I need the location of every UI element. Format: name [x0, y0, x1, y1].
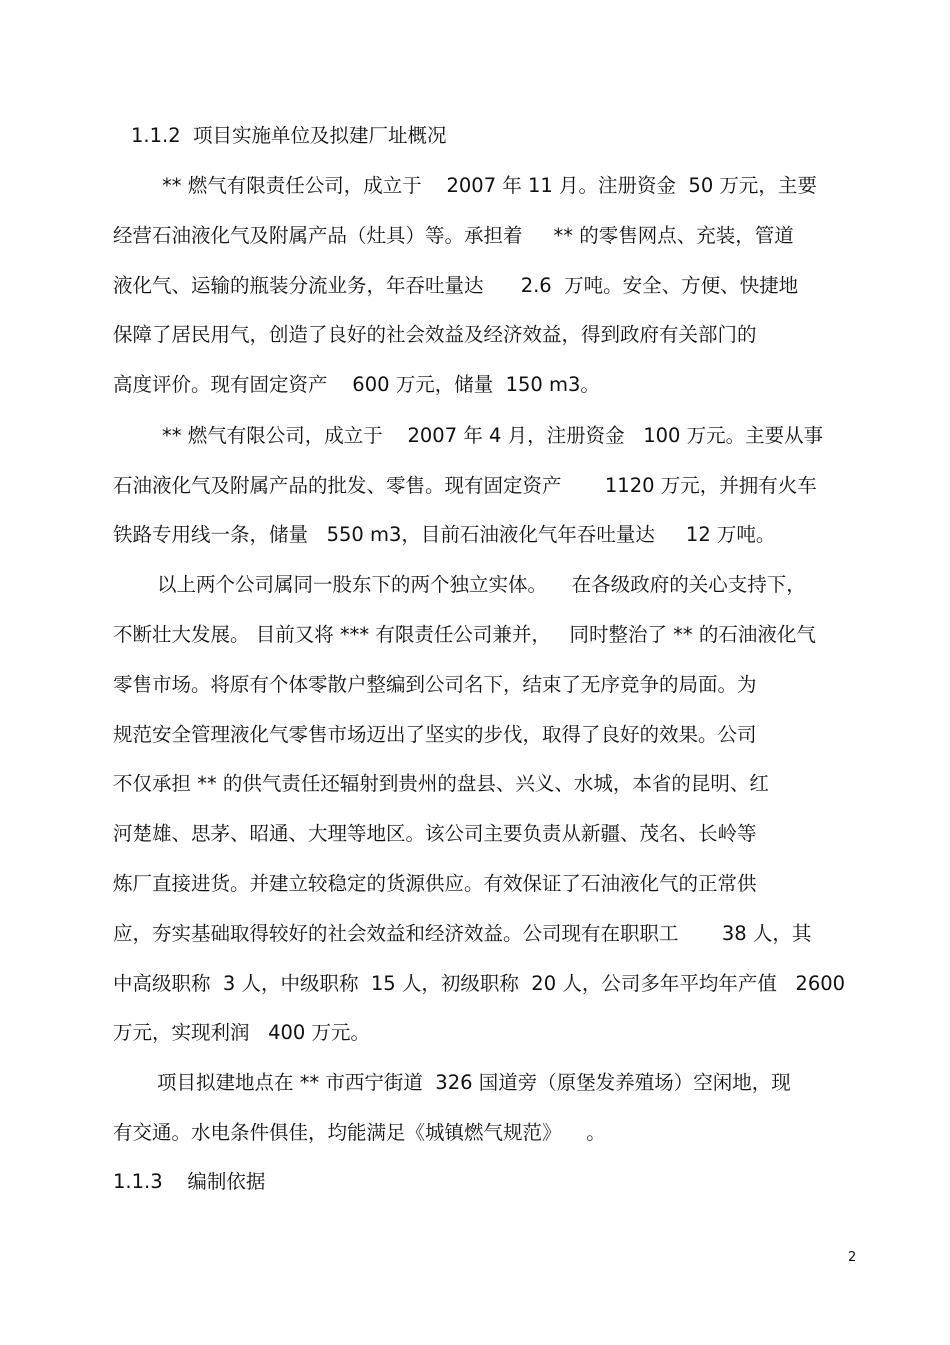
paragraph-2-line-2: 石油液化气及附属产品的批发、零售。现有固定资产 1120 万元，并拥有火车 — [113, 474, 817, 497]
paragraph-3-line-8: 应，夯实基础取得较好的社会效益和经济效益。公司现有在职职工 38 人，其 — [113, 922, 812, 945]
paragraph-3-line-7: 炼厂直接进货。并建立较稳定的货源供应。有效保证了石油液化气的正常供 — [113, 872, 757, 895]
paragraph-3-line-3: 零售市场。将原有个体零散户整编到公司名下，结束了无序竞争的局面。为 — [113, 673, 757, 696]
paragraph-1-line-5: 高度评价。现有固定资产 600 万元，储量 150 m3。 — [113, 373, 600, 396]
paragraph-1-line-1: ** 燃气有限责任公司，成立于 2007 年 11 月。注册资金 50 万元，主要 — [162, 174, 817, 197]
paragraph-3-line-6: 河楚雄、思茅、昭通、大理等地区。该公司主要负责从新疆、茂名、长岭等 — [113, 822, 757, 845]
section-heading-1-1-2: 1.1.2 项目实施单位及拟建厂址概况 — [131, 124, 447, 147]
paragraph-3-line-10: 万元，实现利润 400 万元。 — [113, 1021, 371, 1044]
paragraph-4-line-1: 项目拟建地点在 ** 市西宁街道 326 国道旁（原堡发养殖场）空闲地，现 — [157, 1071, 791, 1094]
section-heading-1-1-3: 1.1.3 编制依据 — [113, 1170, 266, 1193]
paragraph-1-line-2: 经营石油液化气及附属产品（灶具）等。承担着 ** 的零售网点、充装，管道 — [113, 224, 794, 247]
paragraph-2-line-3: 铁路专用线一条，储量 550 m3，目前石油液化气年吞吐量达 12 万吨。 — [113, 523, 776, 546]
paragraph-1-line-4: 保障了居民用气，创造了良好的社会效益及经济效益，得到政府有关部门的 — [113, 323, 757, 346]
paragraph-3-line-9: 中高级职称 3 人，中级职称 15 人，初级职称 20 人，公司多年平均年产值 2600 — [113, 972, 846, 995]
paragraph-3-line-5: 不仅承担 ** 的供气责任还辐射到贵州的盘县、兴义、水城，本省的昆明、红 — [113, 772, 769, 795]
paragraph-4-line-2: 有交通。水电条件俱佳，均能满足《城镇燃气规范》 。 — [113, 1121, 606, 1144]
page-number: 2 — [848, 1250, 857, 1265]
paragraph-2-line-1: ** 燃气有限公司，成立于 2007 年 4 月，注册资金 100 万元。主要从事 — [162, 424, 824, 447]
paragraph-3-line-2: 不断壮大发展。 目前又将 *** 有限责任公司兼并， 同时整治了 ** 的石油液化气 — [113, 623, 816, 646]
paragraph-1-line-3: 液化气、运输的瓶装分流业务，年吞吐量达 2.6 万吨。安全、方便、快捷地 — [113, 274, 799, 297]
paragraph-3-line-1: 以上两个公司属同一股东下的两个独立实体。 在各级政府的关心支持下， — [157, 573, 806, 596]
paragraph-3-line-4: 规范安全管理液化气零售市场迈出了坚实的步伐，取得了良好的效果。公司 — [113, 723, 757, 746]
